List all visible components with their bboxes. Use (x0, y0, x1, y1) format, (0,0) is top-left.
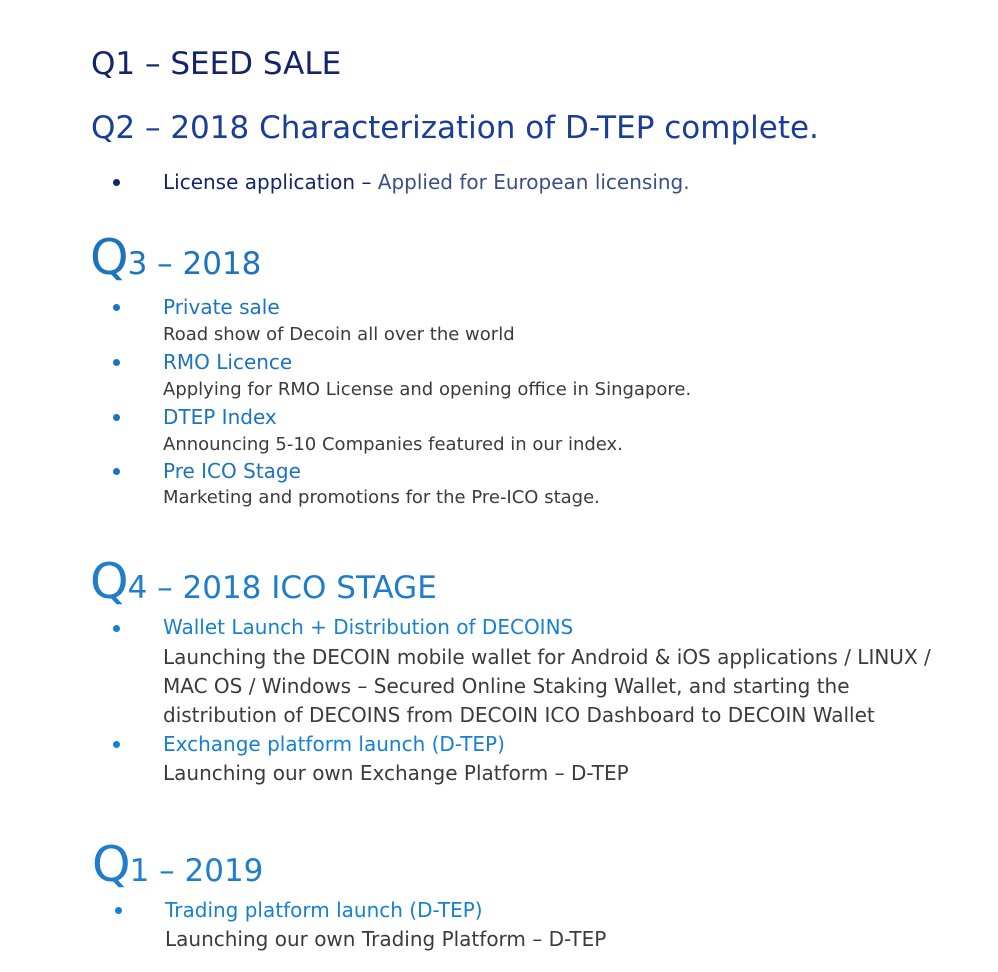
item-title-wallet-launch: Wallet Launch + Distribution of DECOINS (163, 615, 574, 639)
item-title-dtep-index: DTEP Index (163, 405, 277, 429)
bullet-icon (113, 625, 120, 632)
heading-q-letter: Q (90, 229, 128, 286)
heading-q1-2019 (92, 836, 264, 893)
heading-q-letter: Q (90, 553, 128, 610)
heading-text: 1 – 2019 (129, 853, 264, 889)
item-description: Applying for RMO License and opening office in Singapore. (163, 379, 692, 400)
item-description-line: distribution of DECOINS from DECOIN ICO Dashboard to DECOIN Wallet (163, 703, 875, 727)
bullet-icon (113, 468, 120, 475)
item-description: Road show of Decoin all over the world (163, 324, 515, 345)
item-title-trading-platform-launch: Trading platform launch (D-TEP) (165, 898, 483, 922)
item-title: License application – (163, 170, 372, 194)
item-title-private-sale: Private sale (163, 295, 280, 319)
item-title-exchange-platform-launch: Exchange platform launch (D-TEP) (163, 732, 505, 756)
bullet-icon (113, 359, 120, 366)
heading-text: 4 – 2018 ICO STAGE (127, 570, 437, 606)
item-description: Launching our own Exchange Platform – D-TEP (163, 761, 629, 785)
item-description-line: Launching the DECOIN mobile wallet for Android & iOS applications / LINUX / (163, 645, 931, 669)
item-description-line: MAC OS / Windows – Secured Online Staking Wallet, and starting the (163, 674, 850, 698)
bullet-icon (113, 179, 120, 186)
list-item-license-application (163, 170, 690, 194)
item-description: Launching our own Trading Platform – D-TEP (165, 927, 607, 951)
heading-text: 3 – 2018 (127, 246, 262, 282)
bullet-icon (115, 907, 122, 914)
item-description: Announcing 5-10 Companies featured in our index. (163, 434, 623, 455)
item-title-pre-ico-stage: Pre ICO Stage (163, 459, 301, 483)
bullet-icon (113, 414, 120, 421)
heading-q1-seed-sale: Q1 – SEED SALE (91, 46, 342, 82)
heading-q3-2018 (90, 229, 262, 286)
bullet-icon (113, 304, 120, 311)
heading-q2-2018: Q2 – 2018 Characterization of D-TEP complete. (91, 110, 819, 146)
heading-q4-2018-ico-stage (90, 553, 437, 610)
item-description: Applied for European licensing. (371, 170, 690, 194)
item-description: Marketing and promotions for the Pre-ICO stage. (163, 487, 600, 508)
bullet-icon (113, 741, 120, 748)
heading-q-letter: Q (92, 836, 130, 893)
item-title-rmo-licence: RMO Licence (163, 350, 293, 374)
